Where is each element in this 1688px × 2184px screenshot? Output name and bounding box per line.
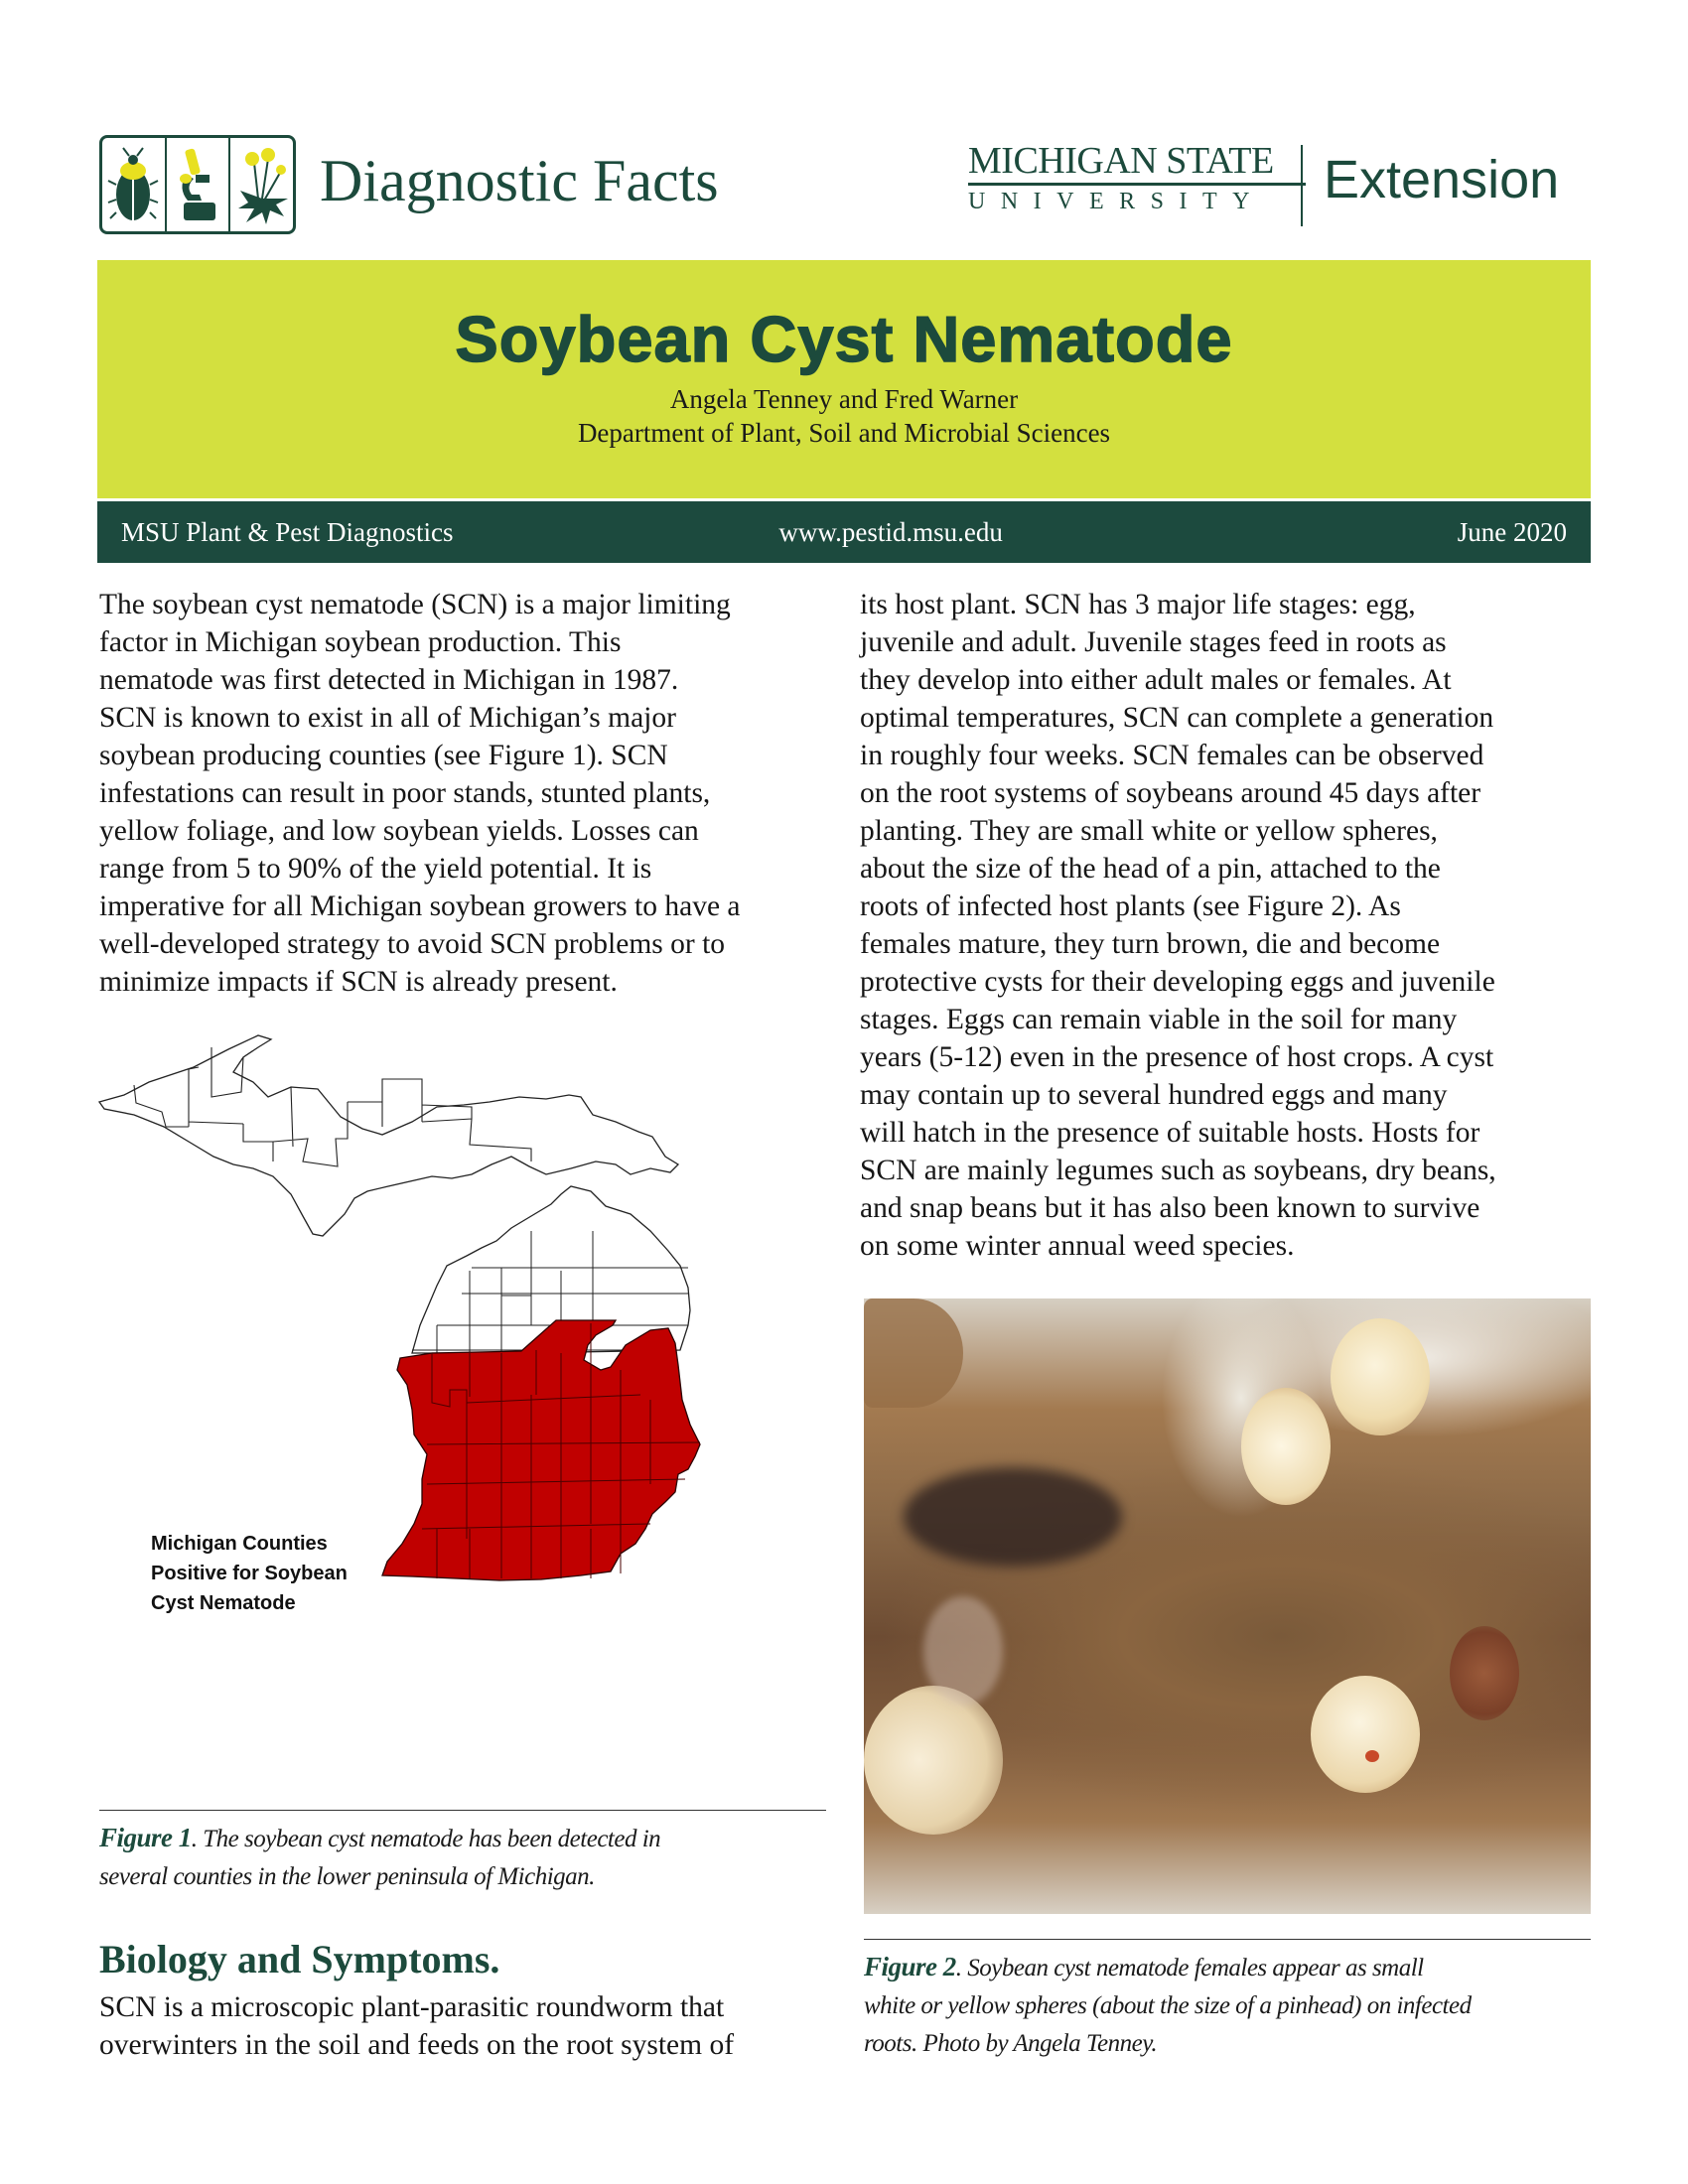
figure2-caption-text: white or yellow spheres (about the size of a pinhead) on infected xyxy=(864,1992,1472,2019)
text-line: SCN are mainly legumes such as soybeans, dry beans, xyxy=(860,1155,1496,1186)
text-line: about the size of the head of a pin, attached to the xyxy=(860,853,1441,885)
wordmark-divider xyxy=(1301,145,1303,226)
text-line: its host plant. SCN has 3 major life stages: egg, xyxy=(860,589,1416,620)
text-line: will hatch in the presence of suitable hosts. Hosts for xyxy=(860,1117,1480,1149)
text-line: planting. They are small white or yellow spheres, xyxy=(860,815,1438,847)
program-name: MSU Plant & Pest Diagnostics xyxy=(121,516,454,547)
msu-wordmark xyxy=(968,141,1306,217)
intro-paragraph xyxy=(99,586,829,1001)
publication-date: June 2020 xyxy=(1457,516,1567,547)
text-line: infestations can result in poor stands, stunted plants, xyxy=(99,777,711,809)
microscope-icon xyxy=(167,138,231,231)
extension-label: Extension xyxy=(1324,150,1560,209)
text-line: stages. Eggs can remain viable in the soil for many xyxy=(860,1004,1458,1035)
authors: Angela Tenney and Fred Warner xyxy=(669,384,1019,414)
figure2-label: Figure 2 xyxy=(864,1952,956,1981)
page-title: Soybean Cyst Nematode xyxy=(455,303,1233,375)
map-legend-line: Cyst Nematode xyxy=(151,1592,296,1614)
figure1-label: Figure 1 xyxy=(99,1823,192,1852)
text-line: range from 5 to 90% of the yield potential. It is xyxy=(99,853,652,885)
beetle-icon xyxy=(102,138,167,231)
figure2-caption xyxy=(864,1948,1599,2063)
scn-positive-counties xyxy=(382,1320,700,1580)
michigan-county-map xyxy=(94,1027,834,1797)
text-line: in roughly four weeks. SCN females can be observed xyxy=(860,740,1484,771)
figure2-caption-text: . Soybean cyst nematode females appear as small xyxy=(955,1955,1424,1981)
text-line: may contain up to several hundred eggs and many xyxy=(860,1079,1448,1111)
text-line: and snap beans but it has also been known to survive xyxy=(860,1192,1480,1224)
figure2-caption-text: roots. Photo by Angela Tenney. xyxy=(864,2030,1158,2057)
text-line: The soybean cyst nematode (SCN) is a major limiting xyxy=(99,589,731,620)
figure1-caption-text: several counties in the lower peninsula of Michigan. xyxy=(99,1863,595,1890)
map-legend-line: Positive for Soybean xyxy=(151,1563,348,1584)
brand-title: Diagnostic Facts xyxy=(320,148,719,213)
text-line: imperative for all Michigan soybean growers to have a xyxy=(99,890,741,922)
figure1-caption-rule xyxy=(99,1810,826,1811)
text-line: well-developed strategy to avoid SCN problems or to xyxy=(99,928,726,960)
text-line: SCN is known to exist in all of Michigan’s major xyxy=(99,702,676,734)
department: Department of Plant, Soil and Microbial Sciences xyxy=(577,418,1111,448)
text-line: SCN is a microscopic plant-parasitic roundworm that xyxy=(99,1991,725,2023)
text-line: optimal temperatures, SCN can complete a generation xyxy=(860,702,1494,734)
info-bar xyxy=(97,501,1591,563)
text-line: on the root systems of soybeans around 45 days after xyxy=(860,777,1481,809)
dandelion-icon xyxy=(230,138,293,231)
text-line: years (5-12) even in the presence of host crops. A cyst xyxy=(860,1041,1494,1073)
map-legend xyxy=(151,1529,348,1618)
text-line: roots of infected host plants (see Figure 2). As xyxy=(860,890,1401,922)
text-line: minimize impacts if SCN is already present. xyxy=(99,966,618,998)
text-line: factor in Michigan soybean production. This xyxy=(99,626,622,658)
text-line: females mature, they turn brown, die and become xyxy=(860,928,1441,960)
figure2-caption-rule xyxy=(864,1939,1591,1940)
text-line: yellow foliage, and low soybean yields. Losses can xyxy=(99,815,699,847)
text-line: overwinters in the soil and feeds on the root system of xyxy=(99,2029,735,2061)
biology-paragraph-continued xyxy=(860,586,1595,1265)
diagnostic-facts-logo xyxy=(99,135,296,234)
biology-paragraph xyxy=(99,1988,834,2064)
text-line: protective cysts for their developing eggs and juvenile xyxy=(860,966,1495,998)
text-line: juvenile and adult. Juvenile stages feed in roots as xyxy=(860,626,1447,658)
section-heading: Biology and Symptoms. xyxy=(99,1937,500,1981)
scn-root-photo xyxy=(864,1298,1591,1914)
text-line: on some winter annual weed species. xyxy=(860,1230,1295,1262)
website-link[interactable]: www.pestid.msu.edu xyxy=(778,516,1003,547)
figure1-caption xyxy=(99,1819,834,1896)
map-legend-line: Michigan Counties xyxy=(151,1533,328,1555)
msu-wordmark-line1: MICHIGAN STATE xyxy=(968,141,1306,186)
text-line: they develop into either adult males or females. At xyxy=(860,664,1452,696)
figure1-caption-text: . The soybean cyst nematode has been detected in xyxy=(191,1826,661,1852)
text-line: soybean producing counties (see Figure 1). SCN xyxy=(99,740,668,771)
title-banner xyxy=(97,260,1591,498)
msu-wordmark-line2: UNIVERSITY xyxy=(968,189,1265,214)
text-line: nematode was first detected in Michigan in 1987. xyxy=(99,664,679,696)
